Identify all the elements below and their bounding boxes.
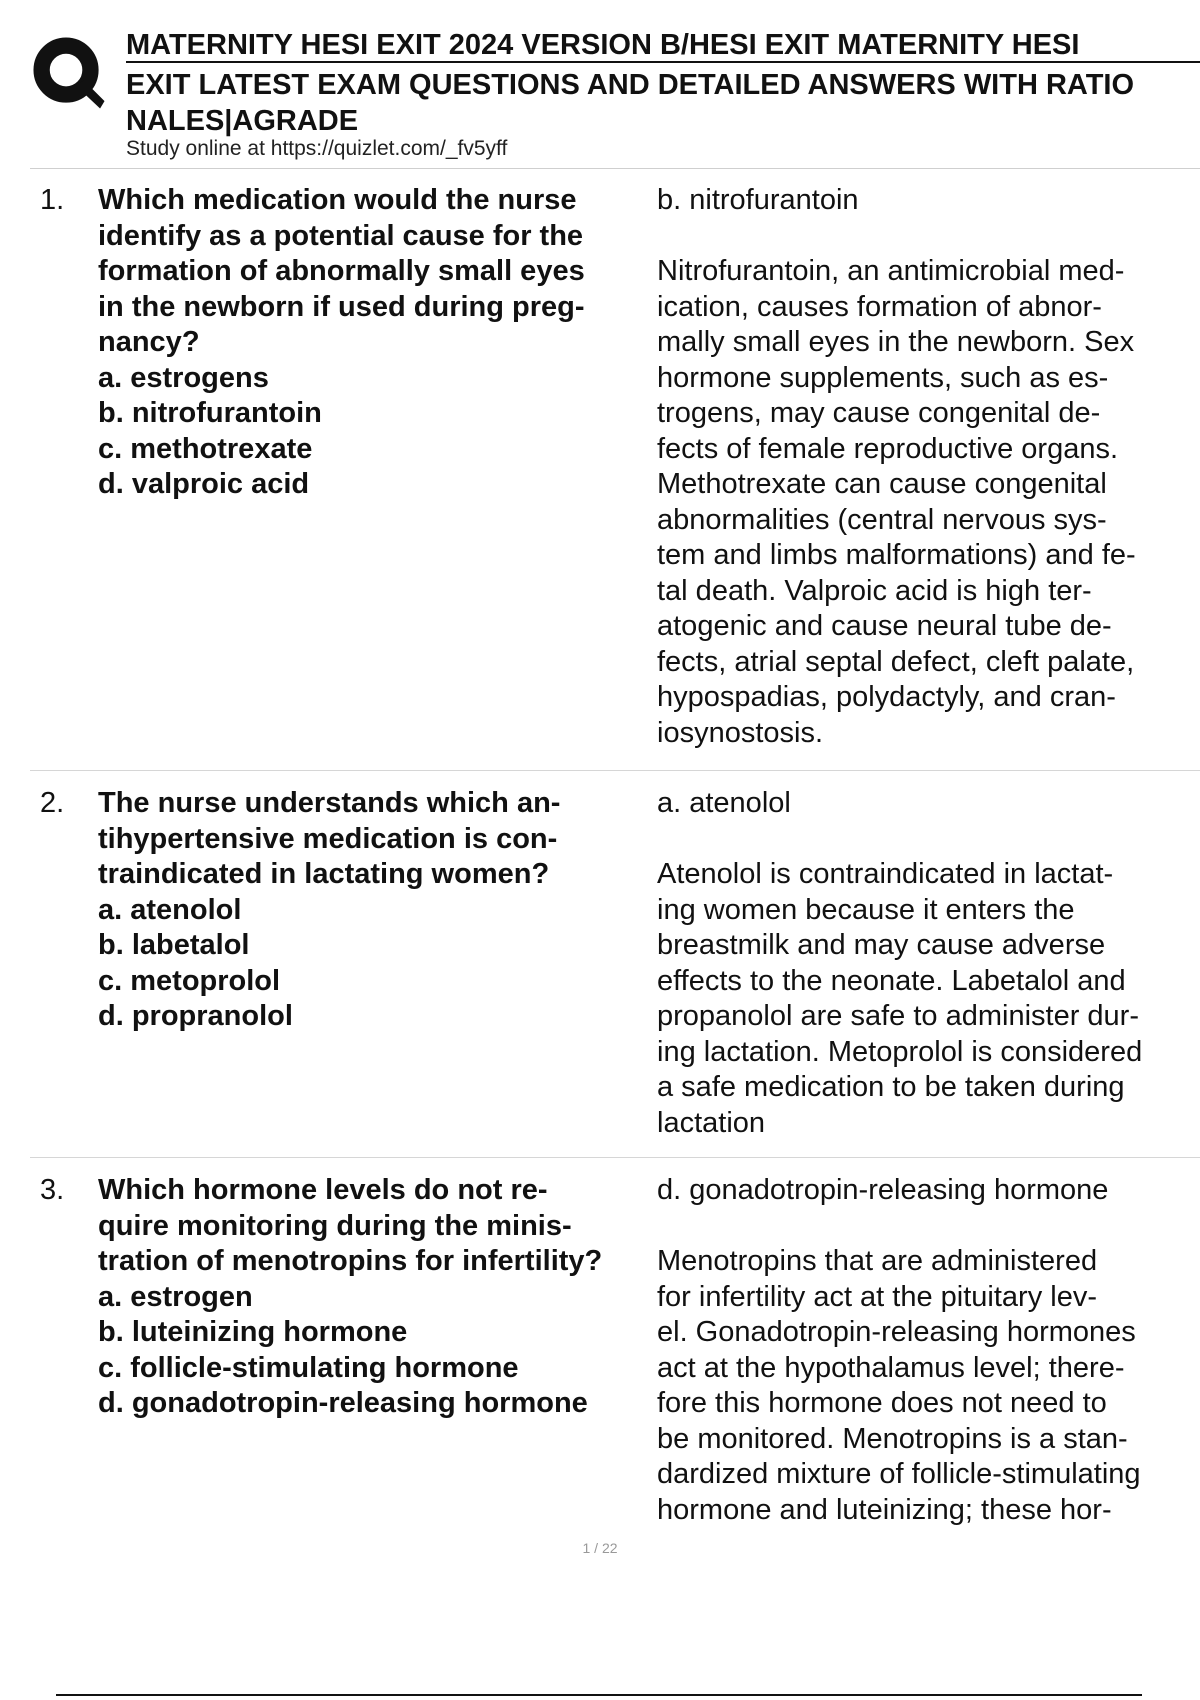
question-line: formation of abnormally small eyes <box>98 255 585 287</box>
rationale-line: Methotrexate can cause congenital <box>657 468 1107 500</box>
rationale-line: act at the hypothalamus level; there- <box>657 1351 1125 1384</box>
question-option: d. gonadotropin-releasing hormone <box>98 1387 588 1419</box>
question-option: d. propranolol <box>98 1000 293 1032</box>
question-number: 2. <box>40 787 65 819</box>
answer-choice: d. gonadotropin-releasing hormone <box>657 1174 1109 1206</box>
question-line: traindicated in lactating women? <box>98 858 550 890</box>
rationale-line: fore this hormone does not need to <box>657 1387 1107 1419</box>
rationale-line: fects, atrial septal defect, cleft palate, <box>657 645 1135 678</box>
rationale-line: ication, causes formation of abnor- <box>657 290 1102 323</box>
answer-text <box>657 786 1200 1141</box>
bottom-divider <box>56 1694 1142 1696</box>
question-option: c. follicle-stimulating hormone <box>98 1351 519 1384</box>
question-number: 1. <box>40 184 65 216</box>
document-title-line: MATERNITY HESI EXIT 2024 VERSION B/HESI EXIT MATERNITY HESI <box>126 30 1200 63</box>
document-title-line: NALES|AGRADE <box>126 105 359 137</box>
question-option: d. valproic acid <box>98 468 310 500</box>
rationale-line: hormone and luteinizing; these hor- <box>657 1493 1112 1526</box>
question-line: Which hormone levels do not re- <box>98 1174 548 1206</box>
question-option: c. methotrexate <box>98 432 313 465</box>
question-line: quire monitoring during the minis- <box>98 1209 572 1242</box>
rationale-line: tem and limbs malformations) and fe- <box>657 539 1136 571</box>
question-option: a. estrogen <box>98 1280 253 1313</box>
question-option: b. labetalol <box>98 929 250 961</box>
question-option: b. nitrofurantoin <box>98 397 322 429</box>
rationale-line: trogens, may cause congenital de- <box>657 397 1101 429</box>
document-title <box>126 30 1200 139</box>
rationale-line: ing women because it enters the <box>657 893 1075 926</box>
question-number: 3. <box>40 1174 65 1206</box>
answer-text <box>657 1173 1200 1528</box>
question-row <box>30 771 1200 1158</box>
question-text <box>98 183 678 503</box>
page-number: 1 / 22 <box>582 1540 618 1556</box>
question-line: tihypertensive medication is con- <box>98 822 558 855</box>
rationale-line: hormone supplements, such as es- <box>657 361 1109 394</box>
rationale-line: breastmilk and may cause adverse <box>657 929 1106 961</box>
question-line: The nurse understands which an- <box>98 787 561 819</box>
page-header <box>30 30 1200 166</box>
question-option: b. luteinizing hormone <box>98 1316 408 1348</box>
rationale-line: Menotropins that are administered <box>657 1245 1098 1277</box>
rationale-line: Nitrofurantoin, an antimicrobial med- <box>657 255 1125 287</box>
rationale-line: ing lactation. Metoprolol is considered <box>657 1035 1143 1068</box>
rationale-line: mally small eyes in the newborn. Sex <box>657 326 1135 358</box>
answer-choice: a. atenolol <box>657 787 791 819</box>
rationale-line: el. Gonadotropin-releasing hormones <box>657 1316 1136 1348</box>
rationale-line: atogenic and cause neural tube de- <box>657 610 1112 642</box>
study-online-link[interactable]: Study online at https://quizlet.com/_fv5yff <box>126 137 508 160</box>
question-text <box>98 786 678 1035</box>
rationale-line: hypospadias, polydactyly, and cran- <box>657 681 1116 713</box>
rationale-line: fects of female reproductive organs. <box>657 432 1119 465</box>
rationale-line: abnormalities (central nervous sys- <box>657 503 1107 536</box>
rationale-line: be monitored. Menotropins is a stan- <box>657 1422 1128 1455</box>
question-line: Which medication would the nurse <box>98 184 577 216</box>
question-row <box>30 183 1200 771</box>
question-option: a. estrogens <box>98 361 269 394</box>
question-list <box>30 183 1200 1538</box>
rationale-line: propanolol are safe to administer dur- <box>657 1000 1139 1032</box>
rationale-line: iosynostosis. <box>657 716 824 749</box>
quizlet-logo-icon <box>32 36 106 110</box>
question-row <box>30 1158 1200 1538</box>
answer-choice: b. nitrofurantoin <box>657 184 859 216</box>
rationale-line: for infertility act at the pituitary lev- <box>657 1280 1097 1313</box>
question-text <box>98 1173 678 1422</box>
rationale-line: lactation <box>657 1106 766 1139</box>
question-line: in the newborn if used during preg- <box>98 290 585 323</box>
answer-text <box>657 183 1200 751</box>
rationale-line: effects to the neonate. Labetalol and <box>657 964 1126 997</box>
rationale-line: tal death. Valproic acid is high ter- <box>657 574 1092 607</box>
document-title-line: EXIT LATEST EXAM QUESTIONS AND DETAILED ANSWERS WITH RATIO <box>126 69 1135 101</box>
question-option: a. atenolol <box>98 893 242 926</box>
rationale-line: a safe medication to be taken during <box>657 1071 1125 1103</box>
question-line: tration of menotropins for infertility? <box>98 1245 603 1277</box>
question-line: nancy? <box>98 326 200 358</box>
question-line: identify as a potential cause for the <box>98 219 584 252</box>
question-option: c. metoprolol <box>98 964 281 997</box>
header-divider <box>30 168 1200 169</box>
rationale-line: dardized mixture of follicle-stimulating <box>657 1458 1141 1490</box>
rationale-line: Atenolol is contraindicated in lactat- <box>657 858 1114 890</box>
